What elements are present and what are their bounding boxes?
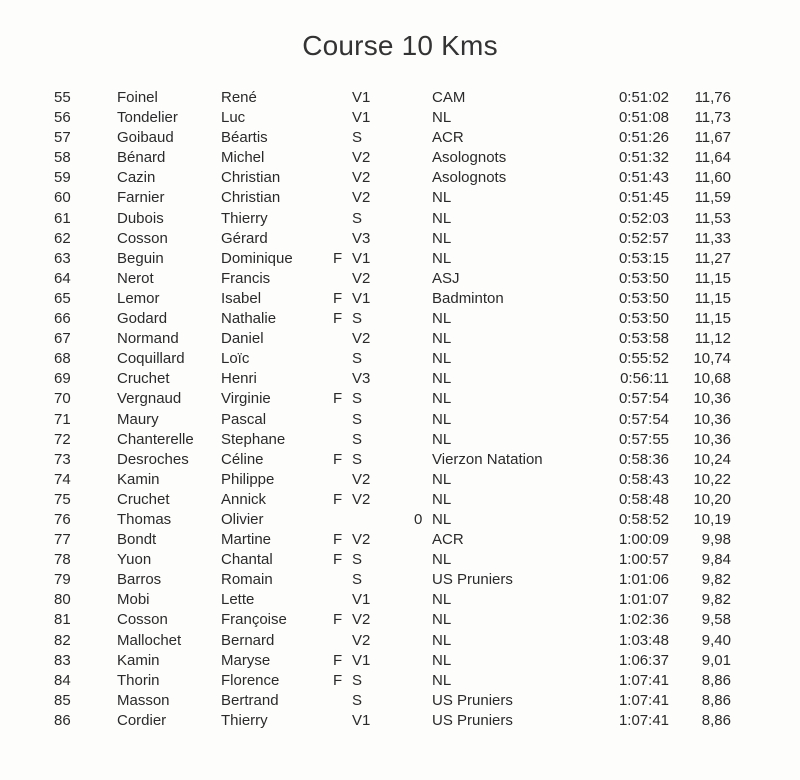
- last-name-cell: Coquillard: [117, 350, 185, 368]
- club-cell: NL: [432, 430, 452, 448]
- club-cell: NL: [432, 390, 452, 408]
- result-row: [0, 389, 800, 409]
- speed-cell: 9,40: [701, 631, 731, 649]
- speed-cell: 11,64: [694, 149, 731, 167]
- time-cell: 0:53:50: [618, 269, 669, 287]
- last-name-cell: Vergnaud: [117, 390, 182, 408]
- speed-cell: 9,98: [701, 531, 731, 549]
- last-name-cell: Cosson: [117, 229, 168, 247]
- result-row: [0, 691, 800, 711]
- result-row: [0, 490, 800, 510]
- last-name-cell: Barros: [117, 571, 162, 589]
- rank-cell: 78: [54, 551, 71, 569]
- speed-cell: 11,15: [694, 289, 731, 307]
- first-name-cell: Chantal: [221, 551, 273, 569]
- speed-cell: 8,86: [701, 691, 731, 709]
- result-row: [0, 711, 800, 731]
- last-name-cell: Bondt: [117, 531, 157, 549]
- last-name-cell: Dubois: [117, 209, 164, 227]
- speed-cell: 10,74: [693, 350, 731, 368]
- category-zero-cell: 0: [414, 510, 423, 528]
- category-cell: V1: [352, 89, 371, 106]
- result-row: [0, 209, 800, 229]
- last-name-cell: Mobi: [117, 591, 150, 609]
- speed-cell: 8,86: [701, 671, 731, 689]
- speed-cell: 9,84: [701, 551, 731, 569]
- time-cell: 1:07:41: [618, 691, 669, 709]
- category-cell: V2: [352, 470, 371, 488]
- result-row: [0, 369, 800, 389]
- last-name-cell: Godard: [117, 310, 168, 328]
- result-row: [0, 289, 800, 309]
- result-row: [0, 229, 800, 249]
- category-cell: S: [352, 310, 363, 328]
- last-name-cell: Yuon: [117, 551, 152, 569]
- rank-cell: 58: [54, 149, 71, 167]
- category-cell: S: [352, 350, 363, 368]
- result-row: [0, 610, 800, 630]
- result-row: [0, 269, 800, 289]
- category-cell: S: [352, 390, 363, 408]
- rank-cell: 66: [54, 310, 71, 328]
- time-cell: 1:01:07: [618, 591, 669, 609]
- last-name-cell: Cruchet: [117, 370, 170, 388]
- result-row: [0, 450, 800, 470]
- club-cell: NL: [432, 490, 452, 508]
- last-name-cell: Cazin: [117, 169, 156, 187]
- time-cell: 0:55:52: [618, 350, 669, 368]
- rank-cell: 84: [54, 671, 71, 689]
- speed-cell: 11,33: [694, 229, 731, 247]
- first-name-cell: Françoise: [221, 611, 287, 629]
- last-name-cell: Maury: [117, 410, 159, 428]
- sex-cell: F: [333, 390, 343, 408]
- category-cell: V2: [352, 611, 371, 629]
- category-cell: V2: [352, 330, 371, 348]
- first-name-cell: Olivier: [221, 510, 264, 528]
- category-cell: S: [352, 209, 363, 227]
- first-name-cell: Philippe: [221, 470, 275, 488]
- sex-cell: F: [333, 249, 343, 267]
- category-cell: V2: [352, 269, 371, 287]
- club-cell: ACR: [432, 129, 464, 147]
- result-row: [0, 410, 800, 430]
- sex-cell: F: [333, 611, 343, 629]
- first-name-cell: Florence: [221, 671, 280, 689]
- sex-cell: F: [333, 531, 343, 549]
- first-name-cell: Francis: [221, 269, 271, 287]
- rank-cell: 73: [54, 450, 71, 468]
- first-name-cell: Céline: [221, 450, 264, 468]
- rank-cell: 76: [54, 510, 71, 528]
- club-cell: NL: [432, 229, 452, 247]
- speed-cell: 10,22: [693, 470, 731, 488]
- time-cell: 0:56:11: [620, 370, 669, 388]
- speed-cell: 9,82: [701, 591, 731, 609]
- category-cell: V2: [352, 169, 371, 187]
- first-name-cell: Henri: [221, 370, 257, 388]
- time-cell: 1:00:57: [618, 551, 669, 569]
- last-name-cell: Desroches: [117, 450, 189, 468]
- time-cell: 1:01:06: [618, 571, 669, 589]
- time-cell: 0:53:50: [618, 289, 669, 307]
- results-list: [0, 88, 800, 731]
- sex-cell: F: [333, 651, 343, 669]
- category-cell: V2: [352, 149, 371, 167]
- time-cell: 0:58:36: [618, 450, 669, 468]
- rank-cell: 67: [54, 330, 71, 348]
- first-name-cell: Romain: [221, 571, 273, 589]
- club-cell: Badminton: [432, 289, 504, 307]
- club-cell: NL: [432, 510, 452, 528]
- rank-cell: 86: [54, 711, 71, 729]
- result-row: [0, 631, 800, 651]
- result-row: [0, 329, 800, 349]
- last-name-cell: Tondelier: [117, 109, 178, 127]
- rank-cell: 74: [54, 470, 71, 488]
- category-cell: V1: [352, 711, 371, 729]
- club-cell: US Pruniers: [432, 571, 513, 589]
- time-cell: 0:51:43: [618, 169, 669, 187]
- first-name-cell: Thierry: [221, 711, 268, 729]
- first-name-cell: René: [221, 89, 257, 106]
- last-name-cell: Masson: [117, 691, 170, 709]
- time-cell: 1:02:36: [618, 611, 669, 629]
- time-cell: 1:07:41: [618, 711, 669, 729]
- result-row: [0, 530, 800, 550]
- club-cell: NL: [432, 611, 452, 629]
- first-name-cell: Daniel: [221, 330, 264, 348]
- page-title: Course 10 Kms: [302, 30, 498, 61]
- club-cell: NL: [432, 310, 452, 328]
- category-cell: V3: [352, 370, 371, 388]
- speed-cell: 10,19: [693, 510, 731, 528]
- rank-cell: 59: [54, 169, 71, 187]
- result-row: [0, 128, 800, 148]
- category-cell: V1: [352, 109, 371, 127]
- time-cell: 0:53:58: [618, 330, 669, 348]
- time-cell: 1:07:41: [618, 671, 669, 689]
- speed-cell: 10,36: [693, 390, 731, 408]
- first-name-cell: Béartis: [221, 129, 268, 147]
- time-cell: 0:53:15: [618, 249, 669, 267]
- club-cell: Asolognots: [432, 169, 507, 187]
- category-cell: S: [352, 129, 363, 147]
- result-row: [0, 470, 800, 490]
- club-cell: NL: [432, 671, 452, 689]
- first-name-cell: Thierry: [221, 209, 268, 227]
- last-name-cell: Kamin: [117, 470, 160, 488]
- speed-cell: 10,24: [693, 450, 731, 468]
- last-name-cell: Mallochet: [117, 631, 182, 649]
- first-name-cell: Lette: [221, 591, 255, 609]
- first-name-cell: Martine: [221, 531, 272, 549]
- rank-cell: 68: [54, 350, 71, 368]
- rank-cell: 72: [54, 430, 71, 448]
- speed-cell: 9,01: [701, 651, 731, 669]
- club-cell: NL: [432, 470, 452, 488]
- first-name-cell: Nathalie: [221, 310, 277, 328]
- result-row: [0, 570, 800, 590]
- first-name-cell: Gérard: [221, 229, 268, 247]
- speed-cell: 11,53: [694, 209, 731, 227]
- speed-cell: 8,86: [701, 711, 731, 729]
- club-cell: NL: [432, 591, 452, 609]
- club-cell: NL: [432, 109, 452, 127]
- time-cell: 0:53:50: [618, 310, 669, 328]
- time-cell: 0:51:32: [618, 149, 669, 167]
- time-cell: 0:57:54: [618, 390, 669, 408]
- rank-cell: 64: [54, 269, 71, 287]
- time-cell: 1:06:37: [618, 651, 669, 669]
- time-cell: 0:58:48: [618, 490, 669, 508]
- first-name-cell: Stephane: [221, 430, 286, 448]
- first-name-cell: Christian: [221, 169, 281, 187]
- last-name-cell: Goibaud: [117, 129, 174, 147]
- last-name-cell: Chanterelle: [117, 430, 194, 448]
- club-cell: NL: [432, 189, 452, 207]
- category-cell: V1: [352, 289, 371, 307]
- result-row: [0, 349, 800, 369]
- first-name-cell: Bertrand: [221, 691, 279, 709]
- time-cell: 0:51:45: [618, 189, 669, 207]
- rank-cell: 75: [54, 490, 71, 508]
- rank-cell: 56: [54, 109, 71, 127]
- last-name-cell: Cosson: [117, 611, 168, 629]
- speed-cell: 10,68: [693, 370, 731, 388]
- first-name-cell: Pascal: [221, 410, 267, 428]
- category-cell: S: [352, 551, 363, 569]
- rank-cell: 70: [54, 390, 71, 408]
- rank-cell: 80: [54, 591, 71, 609]
- first-name-cell: Maryse: [221, 651, 271, 669]
- first-name-cell: Christian: [221, 189, 281, 207]
- time-cell: 0:52:03: [618, 209, 669, 227]
- result-row: [0, 168, 800, 188]
- last-name-cell: Farnier: [117, 189, 165, 207]
- speed-cell: 11,12: [694, 330, 731, 348]
- rank-cell: 79: [54, 571, 71, 589]
- last-name-cell: Cordier: [117, 711, 167, 729]
- time-cell: 1:00:09: [618, 531, 669, 549]
- last-name-cell: Thomas: [117, 510, 172, 528]
- result-row: [0, 249, 800, 269]
- result-row: [0, 671, 800, 691]
- last-name-cell: Foinel: [117, 89, 158, 106]
- first-name-cell: Bernard: [221, 631, 275, 649]
- club-cell: NL: [432, 330, 452, 348]
- time-cell: 0:58:43: [618, 470, 669, 488]
- result-row: [0, 590, 800, 610]
- time-cell: 0:51:08: [618, 109, 669, 127]
- time-cell: 0:51:02: [618, 89, 669, 106]
- first-name-cell: Annick: [221, 490, 267, 508]
- time-cell: 1:03:48: [618, 631, 669, 649]
- category-cell: S: [352, 410, 363, 428]
- speed-cell: 11,67: [694, 129, 731, 147]
- result-row: [0, 430, 800, 450]
- time-cell: 0:52:57: [618, 229, 669, 247]
- rank-cell: 61: [54, 209, 71, 227]
- club-cell: NL: [432, 651, 452, 669]
- rank-cell: 85: [54, 691, 71, 709]
- result-row: [0, 188, 800, 208]
- result-row: [0, 309, 800, 329]
- rank-cell: 55: [54, 89, 71, 106]
- speed-cell: 10,36: [693, 410, 731, 428]
- speed-cell: 11,15: [694, 310, 731, 328]
- sex-cell: F: [333, 671, 343, 689]
- sex-cell: F: [333, 289, 343, 307]
- first-name-cell: Loïc: [221, 350, 250, 368]
- club-cell: US Pruniers: [432, 711, 513, 729]
- category-cell: V2: [352, 490, 371, 508]
- club-cell: Asolognots: [432, 149, 507, 167]
- result-row: [0, 651, 800, 671]
- rank-cell: 57: [54, 129, 71, 147]
- club-cell: NL: [432, 631, 452, 649]
- rank-cell: 65: [54, 289, 71, 307]
- last-name-cell: Bénard: [117, 149, 166, 167]
- first-name-cell: Luc: [221, 109, 246, 127]
- last-name-cell: Nerot: [117, 269, 154, 287]
- first-name-cell: Isabel: [221, 289, 262, 307]
- sex-cell: F: [333, 490, 343, 508]
- sex-cell: F: [333, 310, 343, 328]
- time-cell: 0:51:26: [618, 129, 669, 147]
- rank-cell: 81: [54, 611, 71, 629]
- club-cell: NL: [432, 350, 452, 368]
- time-cell: 0:58:52: [618, 510, 669, 528]
- category-cell: V1: [352, 591, 371, 609]
- category-cell: V2: [352, 531, 371, 549]
- rank-cell: 71: [54, 410, 71, 428]
- category-cell: V2: [352, 631, 371, 649]
- club-cell: US Pruniers: [432, 691, 513, 709]
- category-cell: V2: [352, 189, 371, 207]
- last-name-cell: Kamin: [117, 651, 160, 669]
- category-cell: S: [352, 671, 363, 689]
- category-cell: V1: [352, 651, 371, 669]
- speed-cell: 10,20: [693, 490, 731, 508]
- sex-cell: F: [333, 450, 343, 468]
- category-cell: V3: [352, 229, 371, 247]
- result-row: [0, 88, 800, 108]
- sex-cell: F: [333, 551, 343, 569]
- club-cell: NL: [432, 249, 452, 267]
- rank-cell: 83: [54, 651, 71, 669]
- category-cell: S: [352, 571, 363, 589]
- club-cell: CAM: [432, 89, 466, 106]
- last-name-cell: Cruchet: [117, 490, 170, 508]
- speed-cell: 9,58: [701, 611, 731, 629]
- speed-cell: 11,59: [694, 189, 731, 207]
- rank-cell: 62: [54, 229, 71, 247]
- category-cell: S: [352, 430, 363, 448]
- category-cell: S: [352, 450, 363, 468]
- rank-cell: 69: [54, 370, 71, 388]
- club-cell: NL: [432, 209, 452, 227]
- result-row: [0, 148, 800, 168]
- speed-cell: 11,27: [694, 249, 731, 267]
- rank-cell: 82: [54, 631, 71, 649]
- club-cell: NL: [432, 370, 452, 388]
- category-cell: V1: [352, 249, 371, 267]
- speed-cell: 9,82: [701, 571, 731, 589]
- result-row: [0, 510, 800, 530]
- time-cell: 0:57:54: [618, 410, 669, 428]
- speed-cell: 11,15: [694, 269, 731, 287]
- last-name-cell: Beguin: [117, 249, 164, 267]
- category-cell: S: [352, 691, 363, 709]
- speed-cell: 11,76: [694, 89, 731, 106]
- club-cell: ASJ: [432, 269, 460, 287]
- speed-cell: 11,60: [694, 169, 731, 187]
- time-cell: 0:57:55: [618, 430, 669, 448]
- first-name-cell: Michel: [221, 149, 265, 167]
- first-name-cell: Dominique: [221, 249, 293, 267]
- club-cell: NL: [432, 410, 452, 428]
- last-name-cell: Thorin: [117, 671, 160, 689]
- first-name-cell: Virginie: [221, 390, 271, 408]
- speed-cell: 10,36: [693, 430, 731, 448]
- last-name-cell: Normand: [117, 330, 179, 348]
- club-cell: NL: [432, 551, 452, 569]
- club-cell: ACR: [432, 531, 464, 549]
- last-name-cell: Lemor: [117, 289, 160, 307]
- rank-cell: 63: [54, 249, 71, 267]
- result-row: [0, 550, 800, 570]
- rank-cell: 60: [54, 189, 71, 207]
- speed-cell: 11,73: [694, 109, 731, 127]
- rank-cell: 77: [54, 531, 71, 549]
- club-cell: Vierzon Natation: [432, 450, 543, 468]
- result-row: [0, 108, 800, 128]
